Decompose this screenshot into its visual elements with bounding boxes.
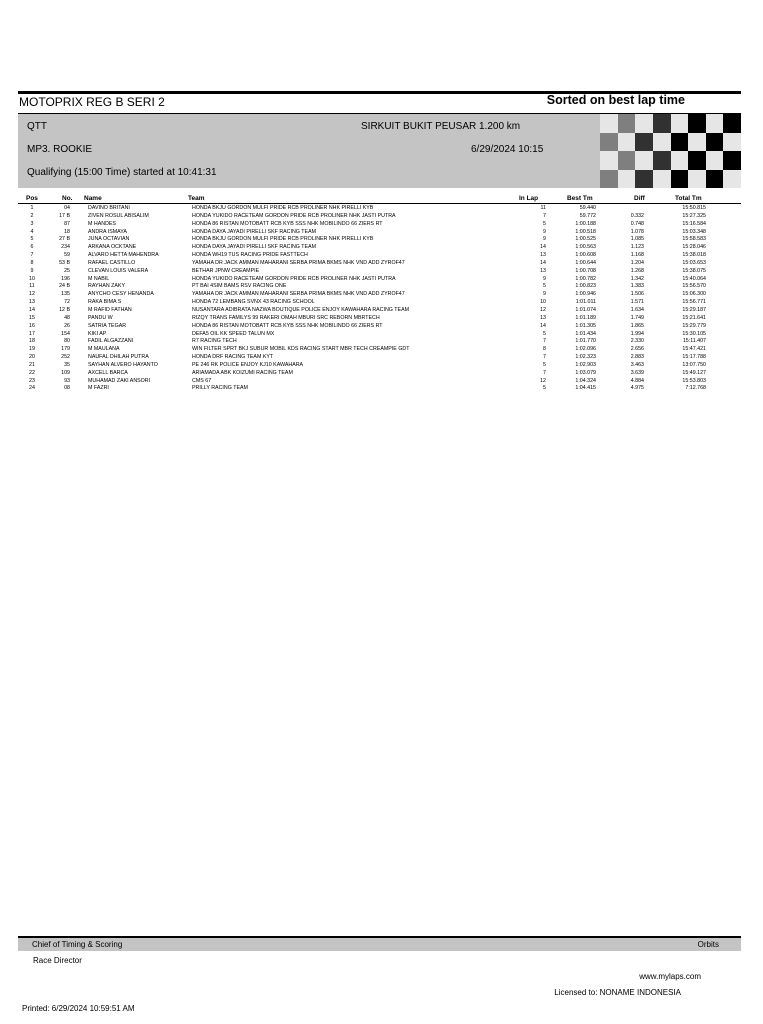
cell-name: RAYHAN ZAKY [88, 283, 125, 290]
cell-no: 48 [64, 314, 70, 321]
col-header-inlap: In Lap [519, 195, 539, 202]
cell-best-time: 1:00.563 [575, 244, 596, 251]
checker-square [688, 114, 706, 133]
cell-diff: 1.634 [630, 306, 644, 313]
cell-inlap: 5 [543, 361, 546, 368]
cell-team: HONDA 72 LEMBANG SVNX 43 RACING SCHOOL [192, 299, 315, 306]
cell-inlap: 12 [540, 306, 546, 313]
cell-total-time: 15:03.653 [682, 259, 706, 266]
cell-no: 93 [64, 377, 70, 384]
table-row [0, 252, 763, 260]
table-row [0, 315, 763, 323]
cell-inlap: 5 [543, 330, 546, 337]
circuit-label: SIRKUIT BUKIT PEUSAR 1.200 km [361, 121, 521, 132]
table-row [0, 307, 763, 315]
cell-best-time: 1:01.434 [575, 330, 596, 337]
cell-total-time: 15:29.779 [682, 322, 706, 329]
cell-team: HONDA 86 RISTAN MOTOBATT RCB KYB SSS NHK MOBILINDO 66 ZIERS RT [192, 322, 383, 329]
cell-inlap: 13 [540, 314, 546, 321]
checker-square [706, 170, 724, 189]
cell-name: FADIL ALGAZZANI [88, 338, 134, 345]
cell-name: M HANDES [88, 220, 116, 227]
cell-best-time: 1:00.518 [575, 228, 596, 235]
cell-no: 179 [61, 346, 70, 353]
cell-no: 234 [61, 244, 70, 251]
cell-no: 87 [64, 220, 70, 227]
checker-square [653, 114, 671, 133]
cell-total-time: 15:56.570 [682, 283, 706, 290]
cell-pos: 6 [30, 244, 34, 251]
cell-total-time: 15:30.105 [682, 330, 706, 337]
cell-team: HONDA YUKIDO RACETEAM GORDON PRIDE RCB PROLINER NHK JASTI PUTRA [192, 275, 396, 282]
cell-team: HONDA DAYA JAYADI PIRELLI SKF RACING TEAM [192, 244, 317, 251]
cell-best-time: 1:00.823 [575, 283, 596, 290]
cell-inlap: 5 [543, 283, 546, 290]
cell-diff: 1.749 [630, 314, 644, 321]
cell-total-time: 15:27.325 [682, 212, 706, 219]
cell-name: PANDU W [88, 314, 113, 321]
checker-square [723, 151, 741, 170]
checker-square [688, 151, 706, 170]
event-title: MOTOPRIX REG B SERI 2 [19, 95, 165, 109]
checker-square [706, 133, 724, 152]
cell-diff: 1.342 [630, 275, 644, 282]
cell-pos: 17 [29, 330, 35, 337]
col-header-no: No. [62, 195, 73, 202]
chief-of-timing-label: Chief of Timing & Scoring [32, 940, 123, 949]
cell-best-time: 1:00.644 [575, 259, 596, 266]
cell-no: 04 [64, 205, 70, 211]
cell-diff: 2.883 [630, 354, 644, 361]
checker-square [600, 133, 618, 152]
cell-pos: 13 [29, 299, 35, 306]
cell-team: PT BAI 4SIM BAMS RSV RACING ONE [192, 283, 287, 290]
cell-inlap: 9 [543, 291, 546, 298]
checker-square [688, 170, 706, 189]
cell-total-time: 15:50.815 [682, 205, 706, 211]
table-row [0, 362, 763, 370]
cell-inlap: 9 [543, 236, 546, 243]
cell-inlap: 7 [543, 338, 546, 345]
cell-no: 109 [61, 369, 70, 376]
cell-name: CLEVAN LOUIS VALERA [88, 267, 149, 274]
cell-total-time: 15:58.583 [682, 236, 706, 243]
qualifying-label: Qualifying (15:00 Time) started at 10:41:31 [27, 167, 217, 178]
cell-inlap: 11 [540, 205, 546, 211]
cell-diff: 0.332 [630, 212, 644, 219]
cell-total-time: 15:56.771 [682, 299, 706, 306]
cell-name: M MAULANA [88, 346, 120, 353]
cell-team: HONDA BKJU GORDON MULFI PRIDE RCB PROLINER NHK PIRELLI KYB [192, 236, 374, 243]
cell-best-time: 59.440 [579, 205, 596, 211]
checker-square [635, 170, 653, 189]
checker-square [583, 133, 601, 152]
table-row [0, 346, 763, 354]
table-row [0, 385, 763, 393]
cell-team: HONDA WH19 TUS RACING PRIDE FASTTECH [192, 252, 308, 259]
cell-name: RAFAEL CASTILLO [88, 259, 136, 266]
cell-name: ARKANA OCKTANE [88, 244, 137, 251]
cell-team: CMS 67 [192, 377, 212, 384]
cell-total-time: 15:40.064 [682, 275, 706, 282]
checker-square [618, 170, 636, 189]
cell-diff: 2.656 [630, 346, 644, 353]
col-header-pos: Pos [26, 195, 38, 202]
cell-diff: 1.204 [630, 259, 644, 266]
col-header-name: Name [84, 195, 102, 202]
cell-diff: 1.078 [630, 228, 644, 235]
checker-square [565, 133, 583, 152]
cell-best-time: 1:00.188 [575, 220, 596, 227]
checker-square [653, 151, 671, 170]
cell-total-time: 15:38.018 [682, 252, 706, 259]
cell-name: AXCELL BARCA [88, 369, 128, 376]
cell-no: 80 [64, 338, 70, 345]
checkered-flag-pattern [565, 114, 741, 188]
cell-team: RIZQY TRANS FAMILYS 99 RAKERI OMAH MBURI SRC REBORN MBRTECH [192, 314, 380, 321]
table-row [0, 331, 763, 339]
table-row [0, 268, 763, 276]
cell-inlap: 8 [543, 346, 546, 353]
cell-inlap: 14 [540, 259, 546, 266]
cell-pos: 2 [30, 212, 34, 219]
cell-team: BETHAR JPNW CREAMPIE [192, 267, 260, 274]
licensed-label: Licensed to: NONAME INDONESIA [554, 988, 681, 997]
cell-best-time: 1:03.079 [575, 369, 596, 376]
checker-square [723, 114, 741, 133]
orbits-label: Orbits [697, 940, 719, 949]
checker-square [635, 133, 653, 152]
col-header-diff: Diff [634, 195, 645, 202]
cell-total-time: 15:03.348 [682, 228, 706, 235]
cell-pos: 5 [30, 236, 34, 243]
cell-pos: 12 [29, 291, 35, 298]
table-row [0, 236, 763, 244]
checker-square [723, 170, 741, 189]
checker-square [706, 114, 724, 133]
cell-inlap: 9 [543, 275, 546, 282]
cell-name: DAVINO BRITANI [88, 205, 130, 211]
cell-inlap: 5 [543, 385, 546, 392]
cell-no: 24 B [59, 283, 70, 290]
cell-best-time: 1:04.415 [575, 385, 596, 392]
cell-team: PRILLY RACING TEAM [192, 385, 248, 392]
cell-pos: 23 [29, 377, 35, 384]
cell-no: 59 [64, 252, 70, 259]
cell-team: DEFA5 OIL KK SPEED TALUN MX [192, 330, 275, 337]
cell-no: 196 [61, 275, 70, 282]
cell-total-time: 15:38.075 [682, 267, 706, 274]
cell-name: MUHAMAD ZAKI ANSORI [88, 377, 151, 384]
table-row [0, 291, 763, 299]
class-label: MP3. ROOKIE [27, 144, 93, 155]
cell-name: ANDRA ISMAYA [88, 228, 127, 235]
cell-no: 35 [64, 361, 70, 368]
checker-square [671, 151, 689, 170]
table-row [0, 221, 763, 229]
cell-no: 135 [61, 291, 70, 298]
checker-square [635, 114, 653, 133]
table-row [0, 299, 763, 307]
cell-best-time: 1:00.525 [575, 236, 596, 243]
cell-name: M RAFID FATHAN [88, 306, 132, 313]
cell-inlap: 10 [540, 299, 546, 306]
cell-diff: 4.884 [630, 377, 644, 384]
cell-pos: 1 [30, 205, 34, 211]
cell-diff: 1.085 [630, 236, 644, 243]
cell-inlap: 7 [543, 369, 546, 376]
cell-best-time: 1:00.946 [575, 291, 596, 298]
checker-square [600, 114, 618, 133]
cell-inlap: 7 [543, 212, 546, 219]
cell-pos: 11 [29, 283, 35, 290]
race-director-label: Race Director [33, 956, 82, 965]
cell-diff: 4.975 [630, 385, 644, 392]
cell-diff: 1.571 [630, 299, 644, 306]
cell-team: ARIAMADA ABK KOIZUMI RACING TEAM [192, 369, 293, 376]
cell-pos: 20 [29, 354, 35, 361]
table-row [0, 338, 763, 346]
checker-square [671, 170, 689, 189]
cell-pos: 10 [29, 275, 35, 282]
cell-best-time: 1:02.903 [575, 361, 596, 368]
cell-diff: 1.123 [630, 244, 644, 251]
cell-total-time: 15:11.407 [682, 338, 706, 345]
cell-best-time: 1:01.189 [575, 314, 596, 321]
cell-name: SAYHAN ALVERO HAYANTO [88, 361, 158, 368]
cell-name: RAKA BIMA S [88, 299, 122, 306]
cell-best-time: 1:04.324 [575, 377, 596, 384]
cell-pos: 14 [29, 306, 35, 313]
cell-diff: 3.639 [630, 369, 644, 376]
checker-square [565, 114, 583, 133]
cell-best-time: 1:02.096 [575, 346, 596, 353]
footer-band [18, 936, 741, 951]
cell-pos: 7 [30, 252, 34, 259]
cell-diff: 1.168 [630, 252, 644, 259]
checker-square [706, 151, 724, 170]
cell-inlap: 12 [540, 377, 546, 384]
cell-pos: 16 [29, 322, 35, 329]
checker-square [653, 133, 671, 152]
cell-total-time: 7:12.768 [685, 385, 706, 392]
cell-no: 12 B [59, 306, 70, 313]
cell-diff: 0.748 [630, 220, 644, 227]
session-label: QTT [27, 121, 47, 132]
cell-team: YAMAHA DR JACK AMMAN MAHARANI SERBA PRIMA BKMS NHK VND ADD ZYROF47 [192, 259, 405, 266]
cell-no: 72 [64, 299, 70, 306]
cell-total-time: 15:49.127 [682, 369, 706, 376]
cell-name: NAUFAL DHILAH PUTRA [88, 354, 149, 361]
website-link[interactable]: www.mylaps.com [639, 972, 701, 981]
cell-pos: 3 [30, 220, 34, 227]
checker-square [671, 133, 689, 152]
cell-total-time: 15:29.187 [682, 306, 706, 313]
cell-name: SATRIA TEGAR [88, 322, 127, 329]
cell-best-time: 1:00.782 [575, 275, 596, 282]
cell-pos: 21 [29, 361, 35, 368]
checker-square [618, 114, 636, 133]
table-row [0, 354, 763, 362]
checker-square [565, 170, 583, 189]
cell-best-time: 1:01.011 [575, 299, 596, 306]
cell-total-time: 15:47.421 [682, 346, 706, 353]
table-row [0, 283, 763, 291]
checker-square [583, 114, 601, 133]
cell-total-time: 15:17.788 [682, 354, 706, 361]
cell-diff: 1.994 [630, 330, 644, 337]
cell-name: M NABIL [88, 275, 110, 282]
cell-diff: 3.463 [630, 361, 644, 368]
cell-inlap: 5 [543, 220, 546, 227]
cell-name: ALVARO HETTA MAHENDRA [88, 252, 159, 259]
sort-title: Sorted on best lap time [546, 93, 685, 107]
cell-no: 26 [64, 322, 70, 329]
cell-total-time: 15:06.300 [682, 291, 706, 298]
col-header-best: Best Tm [567, 195, 593, 202]
cell-pos: 8 [30, 259, 34, 266]
cell-total-time: 15:16.584 [682, 220, 706, 227]
cell-pos: 18 [29, 338, 35, 345]
cell-total-time: 15:21.641 [682, 314, 706, 321]
cell-diff: 1.383 [630, 283, 644, 290]
cell-total-time: 13:07.750 [682, 361, 706, 368]
cell-name: KIKI AP [88, 330, 107, 337]
table-row [0, 213, 763, 221]
cell-name: M FAZRI [88, 385, 109, 392]
cell-inlap: 9 [543, 228, 546, 235]
checker-square [653, 170, 671, 189]
cell-diff: 1.268 [630, 267, 644, 274]
cell-name: ANYCHO CESY HENANDA [88, 291, 154, 298]
checker-square [583, 170, 601, 189]
cell-pos: 19 [29, 346, 35, 353]
cell-no: 53 B [59, 259, 70, 266]
table-row [0, 370, 763, 378]
checker-square [671, 114, 689, 133]
checker-square [618, 151, 636, 170]
cell-team: YAMAHA DR JACK AMMAN MAHARANI SERBA PRIMA BKMS NHK VND ADD ZYROF47 [192, 291, 405, 298]
cell-pos: 24 [29, 385, 35, 392]
table-row [0, 205, 763, 213]
cell-team: WIN FILTER SPRT BKJ SUBUR MOBIL KDS RACING START MBR TECH CREAMPIE GDT [192, 346, 410, 353]
col-header-total: Total Tm [675, 195, 702, 202]
cell-team: R7 RACING TECH [192, 338, 237, 345]
cell-diff: 1.506 [630, 291, 644, 298]
cell-no: 17 B [59, 212, 70, 219]
checker-square [600, 151, 618, 170]
cell-total-time: 15:28.046 [682, 244, 706, 251]
cell-best-time: 1:00.608 [575, 252, 596, 259]
cell-inlap: 13 [540, 267, 546, 274]
cell-total-time: 15:53.803 [682, 377, 706, 384]
checker-square [723, 133, 741, 152]
cell-team: HONDA DRF RACING TEAM KYT [192, 354, 274, 361]
checker-square [583, 151, 601, 170]
table-row [0, 276, 763, 284]
cell-no: 154 [61, 330, 70, 337]
cell-pos: 9 [30, 267, 34, 274]
cell-no: 27 B [59, 236, 70, 243]
checker-square [618, 133, 636, 152]
cell-pos: 15 [29, 314, 35, 321]
cell-best-time: 1:02.323 [575, 354, 596, 361]
cell-team: HONDA DAYA JAYADI PIRELLI SKF RACING TEAM [192, 228, 317, 235]
table-row [0, 260, 763, 268]
cell-inlap: 14 [540, 244, 546, 251]
cell-best-time: 1:00.708 [575, 267, 596, 274]
cell-best-time: 1:01.305 [575, 322, 596, 329]
cell-team: NUSANTARA ADIBRATA NAZWA BOUTIQUE POLICE ENJOY KAWAHARA RACING TEAM [192, 306, 410, 313]
cell-team: HONDA YUKIDO RACETEAM GORDON PRIDE RCB PROLINER NHK JASTI PUTRA [192, 212, 396, 219]
cell-team: HONDA BKJU GORDON MULFI PRIDE RCB PROLINER NHK PIRELLI KYB [192, 205, 374, 211]
cell-no: 252 [61, 354, 70, 361]
cell-best-time: 1:01.074 [575, 306, 596, 313]
cell-best-time: 59.772 [579, 212, 596, 219]
cell-team: PE 246 RK POLICE ENJOY KJ10 KAWAHARA [192, 361, 304, 368]
cell-team: HONDA 86 RISTAN MOTOBATT RCB KYB SSS NHK MOBILINDO 66 ZIERS RT [192, 220, 383, 227]
cell-no: 08 [64, 385, 70, 392]
checker-square [565, 151, 583, 170]
checker-square [635, 151, 653, 170]
cell-best-time: 1:01.770 [575, 338, 596, 345]
cell-pos: 4 [30, 228, 34, 235]
cell-pos: 22 [29, 369, 35, 376]
table-row [0, 378, 763, 386]
col-header-team: Team [188, 195, 205, 202]
table-row [0, 244, 763, 252]
checker-square [600, 170, 618, 189]
printed-label: Printed: 6/29/2024 10:59:51 AM [22, 1004, 135, 1013]
column-header-rule [18, 203, 741, 204]
checker-square [688, 133, 706, 152]
date-label: 6/29/2024 10:15 [471, 144, 544, 155]
table-row [0, 229, 763, 237]
cell-no: 18 [64, 228, 70, 235]
cell-diff: 1.865 [630, 322, 644, 329]
cell-inlap: 14 [540, 322, 546, 329]
results-table [0, 205, 763, 393]
cell-no: 25 [64, 267, 70, 274]
cell-inlap: 13 [540, 252, 546, 259]
cell-name: JUNA OCTAVIAN [88, 236, 130, 243]
cell-inlap: 7 [543, 354, 546, 361]
cell-name: ZIVEN ROSUL ABISALIM [88, 212, 149, 219]
table-row [0, 323, 763, 331]
cell-diff: 2.330 [630, 338, 644, 345]
